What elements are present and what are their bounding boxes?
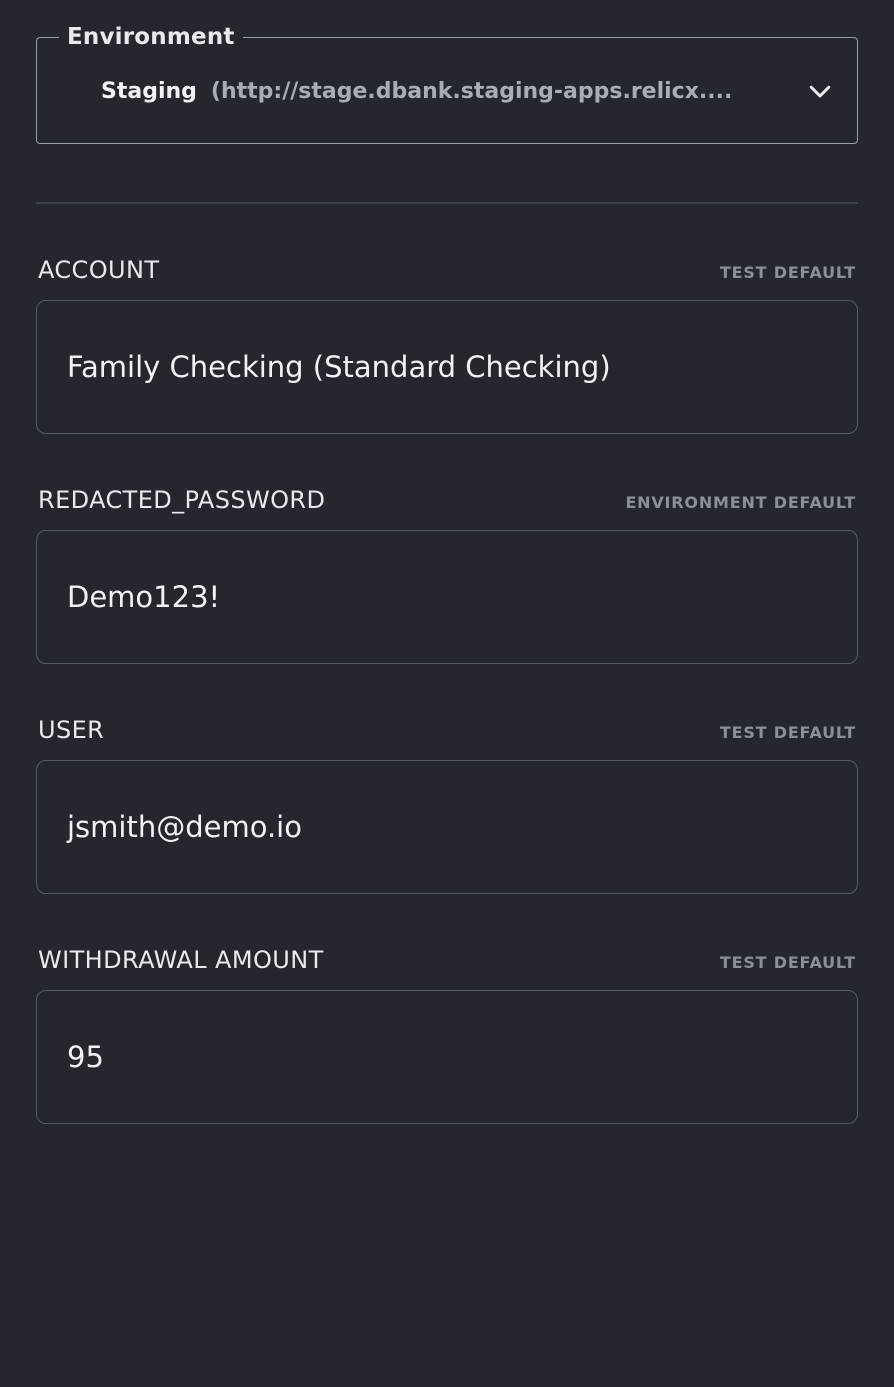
field-withdrawal-amount [36,946,858,1124]
environment-selector[interactable] [36,24,858,144]
field-header [36,716,858,744]
field-account [36,256,858,434]
chevron-down-icon[interactable] [805,76,835,106]
field-default-tag: TEST DEFAULT [719,723,856,742]
user-input[interactable]: jsmith@demo.io [36,760,858,894]
environment-name: Staging [101,78,197,104]
field-label: ACCOUNT [38,256,160,284]
settings-panel [0,24,894,1387]
redacted-password-input[interactable]: Demo123! [36,530,858,664]
withdrawal-amount-input[interactable]: 95 [36,990,858,1124]
field-default-tag: TEST DEFAULT [719,263,856,282]
environment-row[interactable] [37,50,857,132]
field-label: WITHDRAWAL AMOUNT [38,946,324,974]
field-label: REDACTED_PASSWORD [38,486,326,514]
account-input[interactable]: Family Checking (Standard Checking) [36,300,858,434]
field-redacted-password [36,486,858,664]
field-default-tag: ENVIRONMENT DEFAULT [625,493,856,512]
field-default-tag: TEST DEFAULT [719,953,856,972]
environment-legend: Environment [67,24,235,50]
field-header [36,946,858,974]
field-label: USER [38,716,105,744]
field-user [36,716,858,894]
field-header [36,256,858,284]
section-divider [36,202,858,204]
field-header [36,486,858,514]
environment-url: (http://stage.dbank.staging-apps.relicx.... [210,78,733,104]
